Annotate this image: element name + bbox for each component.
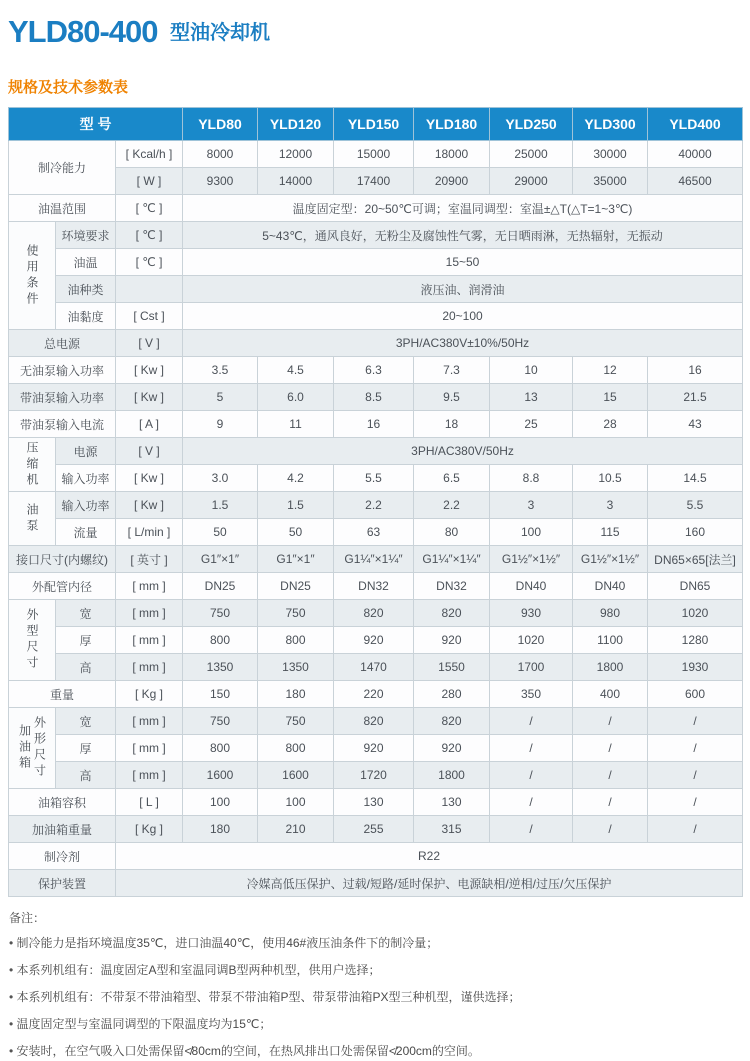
row-label: 重量 xyxy=(9,681,116,708)
table-row xyxy=(9,195,743,222)
row-label: 油温 xyxy=(56,249,116,276)
value-cell: 5 xyxy=(183,384,258,411)
row-label: 油种类 xyxy=(56,276,116,303)
unit-cell: [ mm ] xyxy=(116,627,183,654)
value-cell: 8.5 xyxy=(334,384,414,411)
value-cell: 3 xyxy=(573,492,648,519)
page-title-model-range: YLD80-400 xyxy=(8,14,158,49)
value-cell: 15 xyxy=(573,384,648,411)
group-label-text xyxy=(10,441,54,489)
value-cell: 600 xyxy=(648,681,743,708)
value-cell: / xyxy=(490,816,573,843)
row-label: 油温范围 xyxy=(9,195,116,222)
table-row xyxy=(9,357,743,384)
row-label: 制冷能力 xyxy=(9,141,116,195)
group-label-text xyxy=(10,716,54,780)
value-cell: 1.5 xyxy=(183,492,258,519)
value-cell: 10.5 xyxy=(573,465,648,492)
value-cell: 1720 xyxy=(334,762,414,789)
value-cell: 1930 xyxy=(648,654,743,681)
unit-cell: [ A ] xyxy=(116,411,183,438)
value-cell: / xyxy=(573,735,648,762)
value-cell: 1280 xyxy=(648,627,743,654)
row-label: 宽 xyxy=(56,600,116,627)
table-row xyxy=(9,276,743,303)
row-label: 制冷剂 xyxy=(9,843,116,870)
table-row xyxy=(9,573,743,600)
merged-value-cell: 15~50 xyxy=(183,249,743,276)
value-cell: 100 xyxy=(490,519,573,546)
table-row xyxy=(9,303,743,330)
note-item: • 制冷能力是指环境温度35℃，进口油温40℃，使用46#液压油条件下的制冷量； xyxy=(9,934,742,953)
value-cell: 750 xyxy=(258,600,334,627)
merged-value-cell: 3PH/AC380V±10%/50Hz xyxy=(183,330,743,357)
value-cell: 12000 xyxy=(258,141,334,168)
table-row xyxy=(9,438,743,465)
value-cell: 14.5 xyxy=(648,465,743,492)
value-cell: 11 xyxy=(258,411,334,438)
table-row xyxy=(9,249,743,276)
row-label: 宽 xyxy=(56,708,116,735)
table-row xyxy=(9,870,743,897)
value-cell: DN32 xyxy=(414,573,490,600)
value-cell: 3 xyxy=(490,492,573,519)
section-subtitle: 规格及技术参数表 xyxy=(8,79,129,96)
group-label-vertical-text: 外形尺寸 xyxy=(32,716,47,780)
value-cell: 43 xyxy=(648,411,743,438)
value-cell: 920 xyxy=(334,627,414,654)
value-cell: 40000 xyxy=(648,141,743,168)
header-model-label: 型 号 xyxy=(9,108,183,141)
value-cell: 30000 xyxy=(573,141,648,168)
unit-cell: [ Cst ] xyxy=(116,303,183,330)
value-cell: / xyxy=(648,789,743,816)
value-cell: 6.5 xyxy=(414,465,490,492)
value-cell: 80 xyxy=(414,519,490,546)
value-cell: 16 xyxy=(648,357,743,384)
value-cell: 14000 xyxy=(258,168,334,195)
value-cell: 1550 xyxy=(414,654,490,681)
header-model-name: YLD80 xyxy=(183,108,258,141)
notes-title: 备注： xyxy=(9,911,46,925)
value-cell: 21.5 xyxy=(648,384,743,411)
value-cell: 13 xyxy=(490,384,573,411)
merged-value-cell: 5~43℃，通风良好，无粉尘及腐蚀性气雾，无日晒雨淋，无热辐射，无振动 xyxy=(183,222,743,249)
value-cell: 820 xyxy=(334,600,414,627)
value-cell: / xyxy=(573,789,648,816)
unit-cell: [ Kg ] xyxy=(116,816,183,843)
note-item: • 本系列机组有：温度固定A型和室温同调B型两种机型，供用户选择； xyxy=(9,961,742,980)
value-cell: 2.2 xyxy=(334,492,414,519)
value-cell: 130 xyxy=(334,789,414,816)
value-cell: G1¼″×1¼″ xyxy=(334,546,414,573)
table-row xyxy=(9,681,743,708)
group-label-text xyxy=(10,608,54,672)
value-cell: 220 xyxy=(334,681,414,708)
value-cell: DN40 xyxy=(573,573,648,600)
value-cell: 5.5 xyxy=(648,492,743,519)
merged-value-cell: 液压油、润滑油 xyxy=(183,276,743,303)
unit-cell: [ mm ] xyxy=(116,654,183,681)
value-cell: 150 xyxy=(183,681,258,708)
value-cell: 100 xyxy=(183,789,258,816)
table-row xyxy=(9,141,743,168)
notes-section xyxy=(8,909,742,1061)
value-cell: 25 xyxy=(490,411,573,438)
header-model-name: YLD250 xyxy=(490,108,573,141)
value-cell: 1020 xyxy=(490,627,573,654)
row-label: 电源 xyxy=(56,438,116,465)
unit-cell: [ ℃ ] xyxy=(116,195,183,222)
row-label: 环境要求 xyxy=(56,222,116,249)
value-cell: 980 xyxy=(573,600,648,627)
unit-cell: [ Kcal/h ] xyxy=(116,141,183,168)
value-cell: 18 xyxy=(414,411,490,438)
unit-cell: [ ℃ ] xyxy=(116,222,183,249)
value-cell: DN40 xyxy=(490,573,573,600)
unit-cell: [ W ] xyxy=(116,168,183,195)
value-cell: 8000 xyxy=(183,141,258,168)
unit-cell: [ Kw ] xyxy=(116,357,183,384)
unit-cell: [ mm ] xyxy=(116,708,183,735)
row-label: 流量 xyxy=(56,519,116,546)
value-cell: / xyxy=(490,708,573,735)
unit-cell: [ L ] xyxy=(116,789,183,816)
value-cell: 17400 xyxy=(334,168,414,195)
value-cell: 50 xyxy=(183,519,258,546)
value-cell: DN25 xyxy=(258,573,334,600)
value-cell: 4.5 xyxy=(258,357,334,384)
value-cell: / xyxy=(573,816,648,843)
value-cell: G1½″×1½″ xyxy=(573,546,648,573)
table-row xyxy=(9,465,743,492)
unit-cell: [ V ] xyxy=(116,438,183,465)
group-label-text xyxy=(10,244,54,308)
value-cell: 35000 xyxy=(573,168,648,195)
row-label: 无油泵输入功率 xyxy=(9,357,116,384)
value-cell: 20900 xyxy=(414,168,490,195)
table-row xyxy=(9,168,743,195)
unit-cell: [ mm ] xyxy=(116,600,183,627)
table-row xyxy=(9,654,743,681)
value-cell: 800 xyxy=(183,735,258,762)
value-cell: 5.5 xyxy=(334,465,414,492)
group-label xyxy=(9,708,56,789)
value-cell: 16 xyxy=(334,411,414,438)
group-label-vertical-text: 加油箱 xyxy=(17,724,32,772)
value-cell: 1800 xyxy=(414,762,490,789)
unit-cell: [ Kg ] xyxy=(116,681,183,708)
unit-cell: [ Kw ] xyxy=(116,492,183,519)
table-row xyxy=(9,735,743,762)
value-cell: 9300 xyxy=(183,168,258,195)
value-cell: 820 xyxy=(334,708,414,735)
table-row xyxy=(9,762,743,789)
value-cell: 8.8 xyxy=(490,465,573,492)
value-cell: 1.5 xyxy=(258,492,334,519)
header-model-name: YLD120 xyxy=(258,108,334,141)
value-cell: 160 xyxy=(648,519,743,546)
value-cell: 18000 xyxy=(414,141,490,168)
unit-cell: [ Kw ] xyxy=(116,465,183,492)
value-cell: 29000 xyxy=(490,168,573,195)
merged-value-cell: 3PH/AC380V/50Hz xyxy=(183,438,743,465)
group-label xyxy=(9,222,56,330)
value-cell: 180 xyxy=(258,681,334,708)
value-cell: 1350 xyxy=(183,654,258,681)
unit-cell: [ 英寸 ] xyxy=(116,546,183,573)
value-cell: 750 xyxy=(258,708,334,735)
table-row xyxy=(9,600,743,627)
row-label: 接口尺寸(内螺纹) xyxy=(9,546,116,573)
value-cell: 1470 xyxy=(334,654,414,681)
value-cell: 3.0 xyxy=(183,465,258,492)
value-cell: 3.5 xyxy=(183,357,258,384)
value-cell: 400 xyxy=(573,681,648,708)
value-cell: / xyxy=(573,762,648,789)
value-cell: / xyxy=(490,762,573,789)
value-cell: DN32 xyxy=(334,573,414,600)
value-cell: G1″×1″ xyxy=(183,546,258,573)
value-cell: 9.5 xyxy=(414,384,490,411)
unit-cell: [ mm ] xyxy=(116,762,183,789)
value-cell: 1600 xyxy=(258,762,334,789)
value-cell: / xyxy=(648,816,743,843)
value-cell: 750 xyxy=(183,708,258,735)
merged-value-cell: R22 xyxy=(116,843,743,870)
unit-cell: [ Kw ] xyxy=(116,384,183,411)
value-cell: 6.3 xyxy=(334,357,414,384)
row-label: 输入功率 xyxy=(56,492,116,519)
value-cell: 210 xyxy=(258,816,334,843)
row-label: 加油箱重量 xyxy=(9,816,116,843)
value-cell: / xyxy=(490,789,573,816)
row-label: 保护装置 xyxy=(9,870,116,897)
value-cell: 920 xyxy=(414,627,490,654)
value-cell: / xyxy=(648,708,743,735)
value-cell: 1700 xyxy=(490,654,573,681)
group-label xyxy=(9,492,56,546)
group-label-vertical-text: 外型尺寸 xyxy=(25,608,39,672)
table-row xyxy=(9,546,743,573)
note-item: • 本系列机组有：不带泵不带油箱型、带泵不带油箱P型、带泵带油箱PX型三种机型，谨供选择； xyxy=(9,988,742,1007)
value-cell: 2.2 xyxy=(414,492,490,519)
header-model-name: YLD180 xyxy=(414,108,490,141)
table-row xyxy=(9,789,743,816)
value-cell: 15000 xyxy=(334,141,414,168)
value-cell: 25000 xyxy=(490,141,573,168)
value-cell: 180 xyxy=(183,816,258,843)
value-cell: 315 xyxy=(414,816,490,843)
row-label: 高 xyxy=(56,654,116,681)
table-row xyxy=(9,384,743,411)
unit-cell: [ ℃ ] xyxy=(116,249,183,276)
note-item: • 温度固定型与室温同调型的下限温度均为15℃； xyxy=(9,1015,742,1034)
unit-cell: [ mm ] xyxy=(116,573,183,600)
row-label: 总电源 xyxy=(9,330,116,357)
header-model-name: YLD400 xyxy=(648,108,743,141)
value-cell: 115 xyxy=(573,519,648,546)
group-label xyxy=(9,438,56,492)
spec-table-header-row xyxy=(9,108,743,141)
header-model-name: YLD300 xyxy=(573,108,648,141)
value-cell: 50 xyxy=(258,519,334,546)
value-cell: DN65×65[法兰] xyxy=(648,546,743,573)
value-cell: 1600 xyxy=(183,762,258,789)
group-label-vertical-text: 油泵 xyxy=(25,502,39,535)
page-title-suffix: 型油冷却机 xyxy=(169,22,270,44)
table-row xyxy=(9,843,743,870)
group-label-vertical-text: 压缩机 xyxy=(25,440,39,489)
row-label: 厚 xyxy=(56,735,116,762)
value-cell: 130 xyxy=(414,789,490,816)
value-cell: 63 xyxy=(334,519,414,546)
value-cell: 6.0 xyxy=(258,384,334,411)
row-label: 外配管内径 xyxy=(9,573,116,600)
page-title xyxy=(8,14,742,50)
spec-table xyxy=(8,107,743,897)
value-cell: 12 xyxy=(573,357,648,384)
row-label: 油黏度 xyxy=(56,303,116,330)
unit-cell: [ mm ] xyxy=(116,735,183,762)
value-cell: G1½″×1½″ xyxy=(490,546,573,573)
unit-cell xyxy=(116,276,183,303)
value-cell: 920 xyxy=(334,735,414,762)
merged-value-cell: 冷媒高低压保护、过载/短路/延时保护、电源缺相/逆相/过压/欠压保护 xyxy=(116,870,743,897)
value-cell: 1020 xyxy=(648,600,743,627)
value-cell: 9 xyxy=(183,411,258,438)
value-cell: 28 xyxy=(573,411,648,438)
value-cell: 7.3 xyxy=(414,357,490,384)
header-model-name: YLD150 xyxy=(334,108,414,141)
row-label: 厚 xyxy=(56,627,116,654)
value-cell: G1¼″×1¼″ xyxy=(414,546,490,573)
unit-cell: [ V ] xyxy=(116,330,183,357)
value-cell: 46500 xyxy=(648,168,743,195)
table-row xyxy=(9,816,743,843)
value-cell: 820 xyxy=(414,708,490,735)
value-cell: / xyxy=(490,735,573,762)
group-label-vertical-text: 使用条件 xyxy=(25,243,39,308)
row-label: 高 xyxy=(56,762,116,789)
value-cell: / xyxy=(648,762,743,789)
row-label: 输入功率 xyxy=(56,465,116,492)
value-cell: DN25 xyxy=(183,573,258,600)
value-cell: 4.2 xyxy=(258,465,334,492)
value-cell: 10 xyxy=(490,357,573,384)
value-cell: 1350 xyxy=(258,654,334,681)
value-cell: 1800 xyxy=(573,654,648,681)
value-cell: G1″×1″ xyxy=(258,546,334,573)
table-row xyxy=(9,627,743,654)
table-row xyxy=(9,330,743,357)
value-cell: 255 xyxy=(334,816,414,843)
note-item: • 安装时，在空气吸入口处需保留≮80cm的空间，在热风排出口处需保留≮200cm的空间。 xyxy=(9,1042,742,1061)
table-row xyxy=(9,492,743,519)
value-cell: 800 xyxy=(258,735,334,762)
value-cell: 820 xyxy=(414,600,490,627)
value-cell: 750 xyxy=(183,600,258,627)
table-row xyxy=(9,708,743,735)
value-cell: 920 xyxy=(414,735,490,762)
value-cell: / xyxy=(648,735,743,762)
notes-list xyxy=(9,934,742,1061)
merged-value-cell: 温度固定型：20~50℃可调；室温同调型：室温±△T(△T=1~3℃) xyxy=(183,195,743,222)
table-row xyxy=(9,519,743,546)
value-cell: 1100 xyxy=(573,627,648,654)
merged-value-cell: 20~100 xyxy=(183,303,743,330)
unit-cell: [ L/min ] xyxy=(116,519,183,546)
group-label xyxy=(9,600,56,681)
row-label: 带油泵输入电流 xyxy=(9,411,116,438)
table-row xyxy=(9,222,743,249)
row-label: 油箱容积 xyxy=(9,789,116,816)
value-cell: 350 xyxy=(490,681,573,708)
group-label-text xyxy=(10,503,54,535)
value-cell: / xyxy=(573,708,648,735)
value-cell: 100 xyxy=(258,789,334,816)
value-cell: 930 xyxy=(490,600,573,627)
value-cell: 280 xyxy=(414,681,490,708)
row-label: 带油泵输入功率 xyxy=(9,384,116,411)
value-cell: DN65 xyxy=(648,573,743,600)
table-row xyxy=(9,411,743,438)
value-cell: 800 xyxy=(258,627,334,654)
value-cell: 800 xyxy=(183,627,258,654)
